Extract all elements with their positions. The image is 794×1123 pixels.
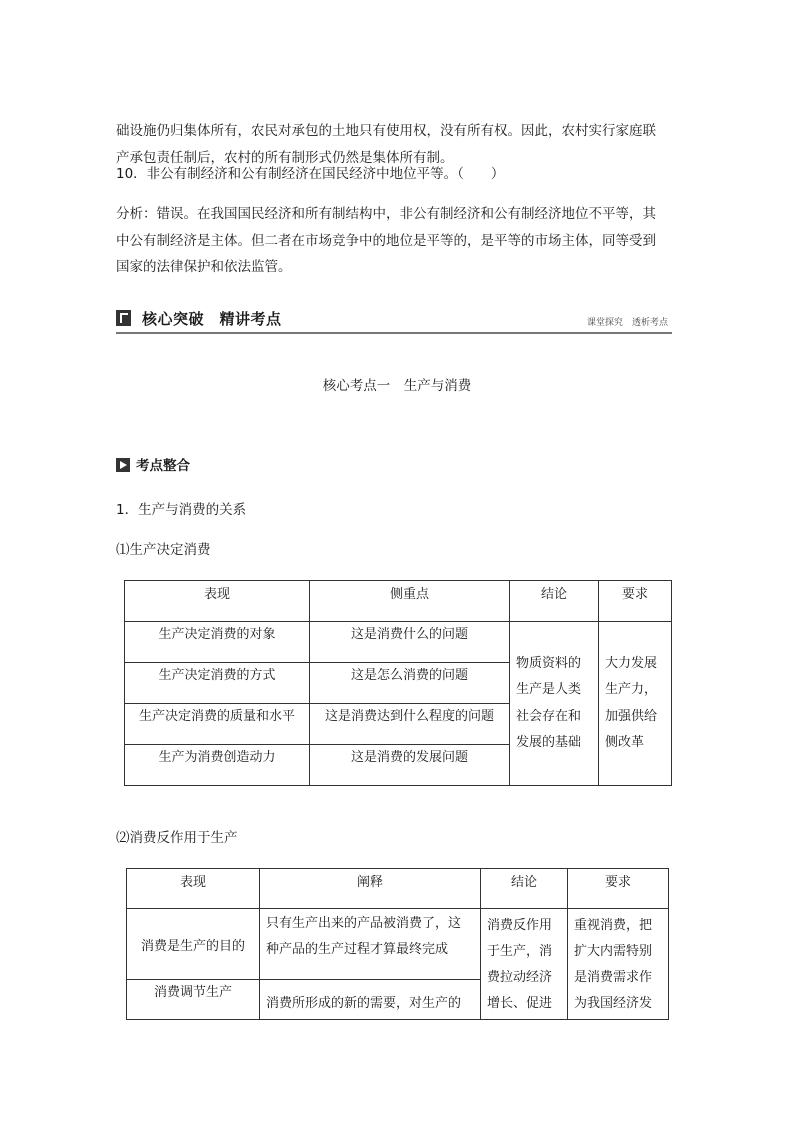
table2-header: 要求 xyxy=(568,869,669,909)
table1-cell: 生产决定消费的质量和水平 xyxy=(125,704,310,745)
conclusion-line: 于生产，消 xyxy=(487,944,553,959)
table2-requirement xyxy=(568,909,669,1020)
table2-explanation xyxy=(260,909,481,980)
explanation-line: 消费所形成的新的需要，对生产的 xyxy=(266,996,462,1011)
conclusion-line: 发展的基础 xyxy=(516,735,582,750)
table1-cell: 这是消费的发展问题 xyxy=(310,745,510,786)
section-banner xyxy=(116,306,672,334)
table2-cell: 消费调节生产 xyxy=(127,979,260,1019)
conclusion-line: 社会存在和 xyxy=(516,708,582,724)
conclusion-line: 消费反作用 xyxy=(487,918,553,933)
banner-title: 核心突破 精讲考点 xyxy=(142,310,282,328)
analysis-line-2: 中公有制经济是主体。但二者在市场竞争中的地位是平等的，是平等的市场主体，同等受到 xyxy=(116,232,656,249)
requirement-line: 大力发展 xyxy=(605,655,658,671)
requirement-line: 侧改革 xyxy=(605,735,645,750)
table1-header: 要求 xyxy=(599,581,672,622)
table1-requirement xyxy=(599,622,672,786)
table2-header: 阐释 xyxy=(260,869,481,909)
requirement-line: 生产力， xyxy=(605,682,658,697)
table1-header: 侧重点 xyxy=(310,581,510,622)
section-heading-label: 考点整合 xyxy=(136,458,190,474)
table2-explanation xyxy=(260,979,481,1019)
table1-cell: 这是消费达到什么程度的问题 xyxy=(310,704,510,745)
consumption-reacts-on-production-table xyxy=(126,868,669,1020)
banner-square-icon xyxy=(116,310,131,326)
table2-conclusion xyxy=(481,909,568,1020)
requirement-line: 重视消费，把 xyxy=(574,918,653,933)
core-topic-title: 核心考点一 生产与消费 xyxy=(322,378,472,394)
subheading-1: 1．生产与消费的关系 xyxy=(116,502,247,518)
table2-header: 结论 xyxy=(481,869,568,909)
production-decides-consumption-table xyxy=(124,580,672,786)
requirement-line: 为我国经济发 xyxy=(574,996,653,1011)
requirement-line: 扩大内需特别 xyxy=(574,944,653,959)
subheading-1-1: ⑴生产决定消费 xyxy=(116,542,211,558)
requirement-line: 是消费需求作 xyxy=(574,970,653,985)
conclusion-line: 生产是人类 xyxy=(516,682,582,697)
analysis-line-3: 国家的法律保护和依法监管。 xyxy=(116,259,292,275)
table1-cell: 这是消费什么的问题 xyxy=(310,622,510,663)
subheading-1-2: ⑵消费反作用于生产 xyxy=(116,830,238,846)
table1-cell: 生产为消费创造动力 xyxy=(125,745,310,786)
table1-cell: 这是怎么消费的问题 xyxy=(310,663,510,704)
table2-cell: 消费是生产的目的 xyxy=(127,909,260,980)
table1-conclusion xyxy=(510,622,599,786)
conclusion-line: 费拉动经济 xyxy=(487,970,553,985)
analysis-line-1: 分析：错误。在我国国民经济和所有制结构中，非公有制经济和公有制经济地位不平等，其 xyxy=(116,206,656,222)
table1-cell: 生产决定消费的方式 xyxy=(125,663,310,704)
conclusion-line: 增长、促进 xyxy=(487,996,553,1011)
table2-header: 表现 xyxy=(127,869,260,909)
intro-line-2: 产承包责任制后，农村的所有制形式仍然是集体所有制。 xyxy=(116,149,454,166)
table1-header: 结论 xyxy=(510,581,599,622)
section-heading xyxy=(116,454,190,474)
explanation-line: 种产品的生产过程才算最终完成 xyxy=(266,942,449,957)
table1-header: 表现 xyxy=(125,581,310,622)
requirement-line: 加强供给 xyxy=(605,708,658,724)
play-icon xyxy=(116,458,130,472)
explanation-line: 只有生产出来的产品被消费了，这 xyxy=(266,916,462,931)
banner-subtitle: 课堂探究 透析考点 xyxy=(586,318,668,328)
intro-line-1: 础设施仍归集体所有，农民对承包的土地只有使用权，没有所有权。因此，农村实行家庭联 xyxy=(116,123,656,139)
table1-cell: 生产决定消费的对象 xyxy=(125,622,310,663)
question-10: 10．非公有制经济和公有制经济在国民经济中地位平等。（ ） xyxy=(116,166,505,182)
analysis-paragraph xyxy=(116,201,678,281)
conclusion-line: 物质资料的 xyxy=(516,655,582,671)
